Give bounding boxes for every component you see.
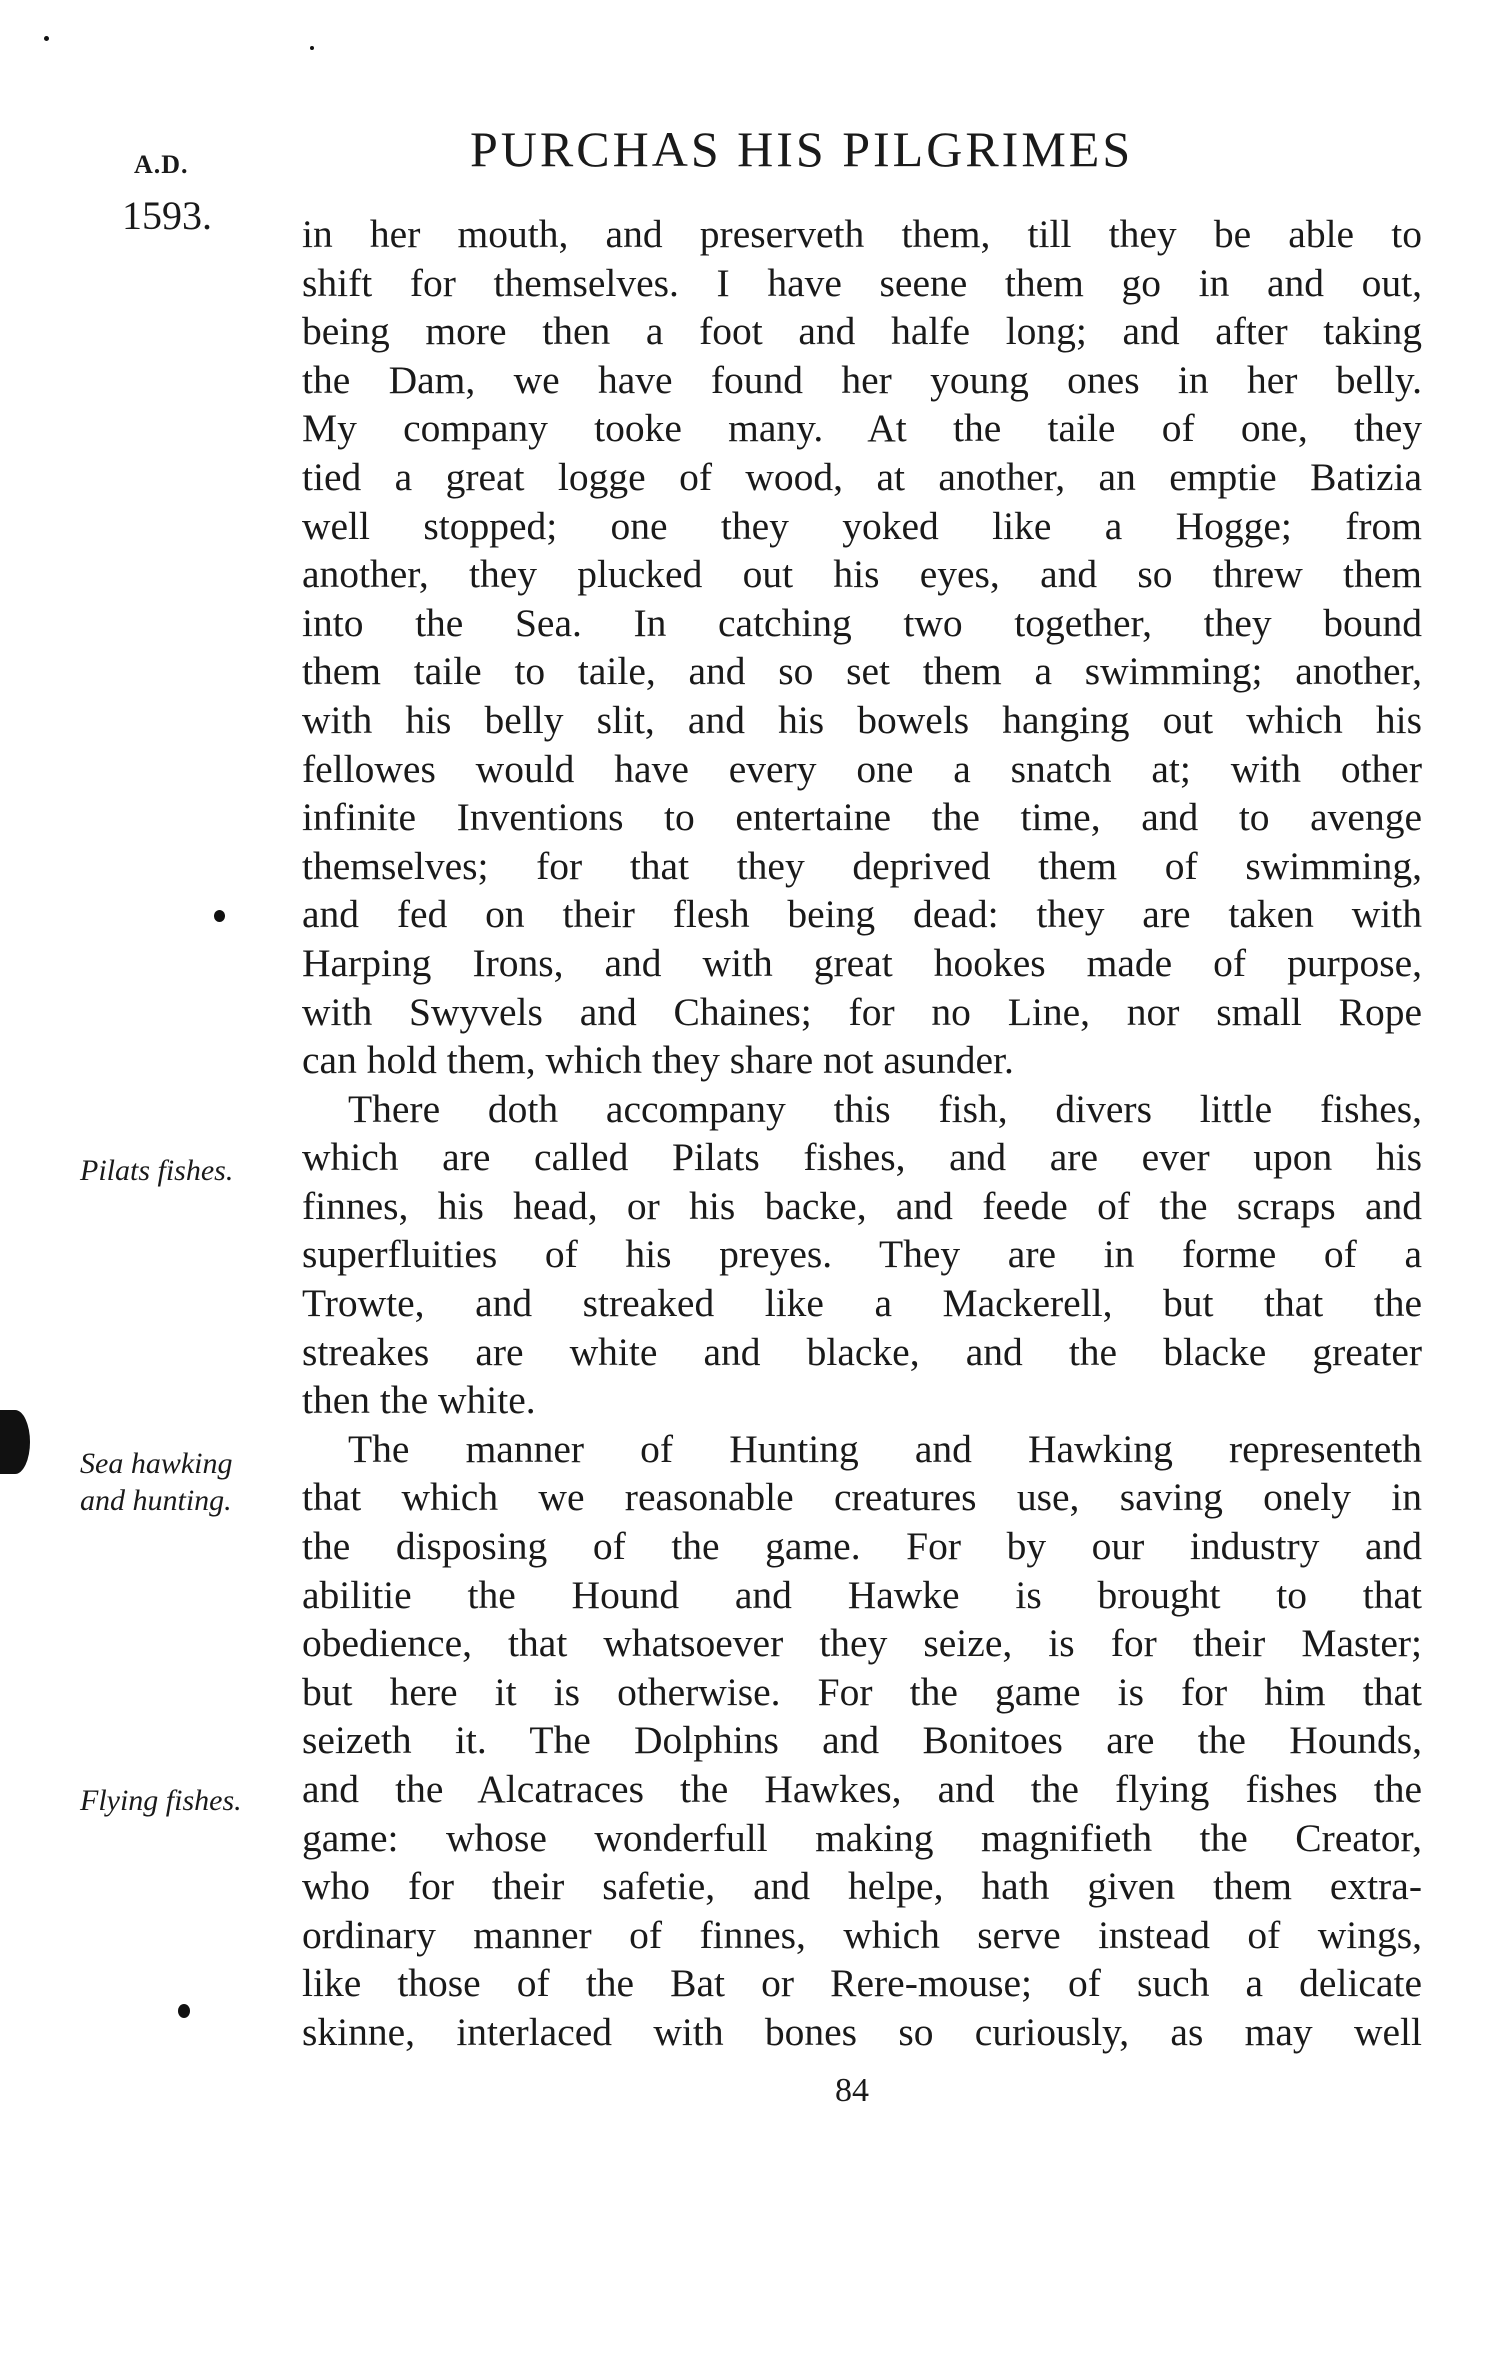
body-text: [302, 210, 1422, 2057]
text-line: but here it is otherwise. For the game is for him that: [302, 1669, 1422, 1714]
text-line: with Swyvels and Chaines; for no Line, nor small Rope: [302, 989, 1422, 1034]
text-line: in her mouth, and preserveth them, till they be able to: [302, 212, 1422, 256]
ink-speck: [178, 2004, 190, 2018]
side-note-flying-fishes: Flying fishes.: [80, 1784, 242, 1817]
text-line: abilitie the Hound and Hawke is brought to that: [302, 1572, 1422, 1617]
text-line: well stopped; one they yoked like a Hogge; from: [302, 503, 1422, 548]
text-line: game: whose wonderfull making magnifieth the Creator,: [302, 1815, 1422, 1860]
text-line: The manner of Hunting and Hawking representeth: [348, 1426, 1422, 1471]
text-line: another, they plucked out his eyes, and so threw them: [302, 552, 1422, 597]
text-line: Trowte, and streaked like a Mackerell, but that the: [302, 1281, 1422, 1326]
text-line: who for their safetie, and helpe, hath given them extra-: [302, 1864, 1422, 1909]
text-line: can hold them, which they share not asunder.: [302, 1038, 1014, 1083]
text-line: There doth accompany this fish, divers little fishes,: [348, 1086, 1422, 1131]
text-line: skinne, interlaced with bones so curiously, as may well: [302, 2009, 1422, 2054]
text-line: and the Alcatraces the Hawkes, and the flying fishes the: [302, 1767, 1422, 1811]
text-line: with his belly slit, and his bowels hanging out which his: [302, 697, 1422, 742]
side-note-pilats-fishes: Pilats fishes.: [80, 1154, 234, 1187]
ink-speck: [214, 910, 225, 922]
ink-speck: [44, 36, 49, 41]
text-line: superfluities of his preyes. They are in forme of a: [302, 1232, 1422, 1277]
text-line: that which we reasonable creatures use, saving onely in: [302, 1475, 1422, 1520]
running-head-title: PURCHAS HIS PILGRIMES: [470, 121, 1134, 177]
text-line: which are called Pilats fishes, and are ever upon his: [302, 1135, 1422, 1180]
text-line: fellowes would have every one a snatch at; with other: [302, 746, 1422, 791]
ink-speck: [310, 46, 314, 50]
page-number: 84: [835, 2072, 869, 2109]
text-line: the disposing of the game. For by our industry and: [302, 1524, 1422, 1569]
text-line: finnes, his head, or his backe, and feede of the scraps and: [302, 1183, 1422, 1228]
text-line: ordinary manner of finnes, which serve instead of wings,: [302, 1912, 1422, 1957]
text-line: Harping Irons, and with great hookes made of purpose,: [302, 940, 1422, 985]
text-line: like those of the Bat or Rere-mouse; of such a delicate: [302, 1961, 1422, 2006]
text-line: then the white.: [302, 1378, 536, 1423]
text-line: into the Sea. In catching two together, they bound: [302, 600, 1422, 645]
margin-year: 1593.: [122, 193, 212, 238]
side-note-sea-hawking: Sea hawking: [80, 1447, 233, 1480]
margin-date-label: A.D.: [134, 150, 189, 179]
text-line: being more then a foot and halfe long; and after taking: [302, 309, 1422, 354]
edge-shadow: [0, 1410, 30, 1474]
side-note-and-hunting: and hunting.: [80, 1484, 232, 1517]
text-line: infinite Inventions to entertaine the time, and to avenge: [302, 795, 1422, 840]
text-line: them taile to taile, and so set them a swimming; another,: [302, 649, 1422, 694]
text-line: and fed on their flesh being dead: they are taken with: [302, 892, 1422, 937]
text-line: obedience, that whatsoever they seize, is for their Master;: [302, 1621, 1422, 1666]
text-line: the Dam, we have found her young ones in her belly.: [302, 357, 1422, 402]
text-line: tied a great logge of wood, at another, an emptie Batizia: [302, 454, 1422, 499]
text-line: My company tooke many. At the taile of one, they: [302, 406, 1422, 451]
text-line: shift for themselves. I have seene them go in and out,: [302, 260, 1422, 305]
text-line: seizeth it. The Dolphins and Bonitoes are the Hounds,: [302, 1718, 1422, 1763]
text-line: themselves; for that they deprived them of swimming,: [302, 843, 1422, 888]
text-line: streakes are white and blacke, and the blacke greater: [302, 1329, 1422, 1374]
